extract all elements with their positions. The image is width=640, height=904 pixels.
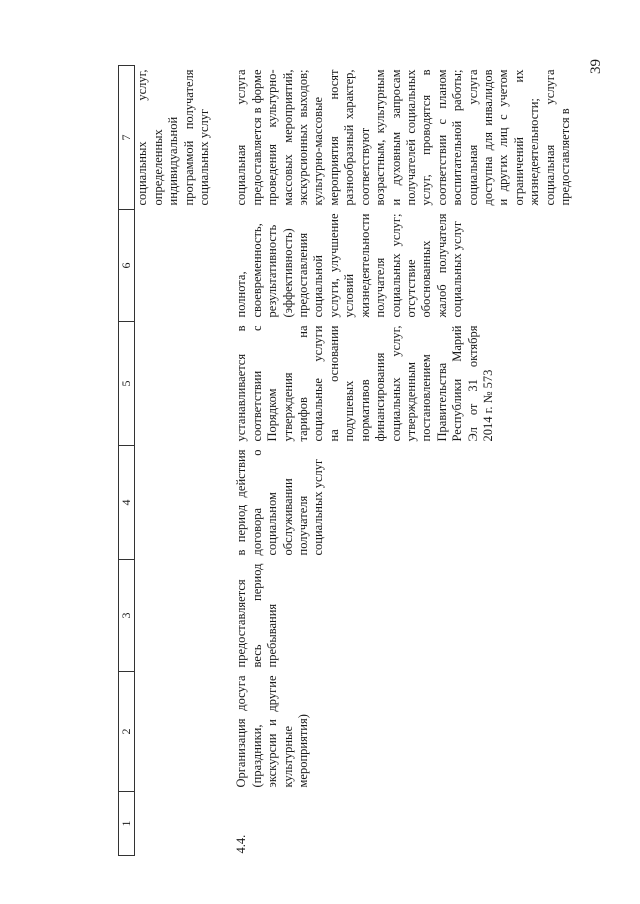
service-name-cell: Организация досуга (праздники, экскурсии и другие культурные мероприятия) [234,675,311,788]
col-header-6: 6 [119,210,135,322]
page-number: 39 [588,59,604,74]
tariff-cell: устанавливается в соответствии с Порядком утверждения тарифов на социальные услуги на основании подушевых нормативов финансирования социальных услуг, утвержденным постановлением Правительства Республики Марий Эл от 31 октября 2014 г. № 573 [234,325,495,442]
col-header-2: 2 [119,672,135,792]
col-header-4: 4 [119,446,135,560]
conditions-cell: социальная услуга предоставляется в форме проведения культурно-массовых мероприятий, экскурсионных выходов; культурно-массовые мероприятия носят разнообразный характер, соответствуют возрастным, культурным и духовным запросам получателей социальных услуг, проводятся в соответствии с планом воспитательной работы; социальная услуга доступна для инвалидов и других лиц с учетом ограничений их жизнедеятельности; социальная услуга предоставляется в [234,69,572,206]
quality-cell: полнота, своевременность, результативность (эффективность) предоставления социальной услуги, улучшение условий жизнедеятельности получателя социальных услуг; отсутствие обоснованных жалоб получателя социальных услуг [234,213,465,318]
col-header-7: 7 [119,66,135,210]
continuation-cell: социальных услуг, определенных индивидуальной программой получателя социальных услуг [135,69,212,206]
col-header-1: 1 [119,792,135,856]
col-header-5: 5 [119,322,135,446]
table-row [226,66,573,856]
services-table [118,65,573,856]
header-row [119,66,135,856]
period-cell: в период действия договора о социальном обслуживании получателя социальных услуг [234,449,326,556]
continuation-row [135,66,227,856]
term-cell: предоставляется весь период пребывания [234,563,280,668]
col-header-3: 3 [119,560,135,672]
rotated-table-container [118,66,572,856]
row-number: 4.4. [234,834,249,854]
